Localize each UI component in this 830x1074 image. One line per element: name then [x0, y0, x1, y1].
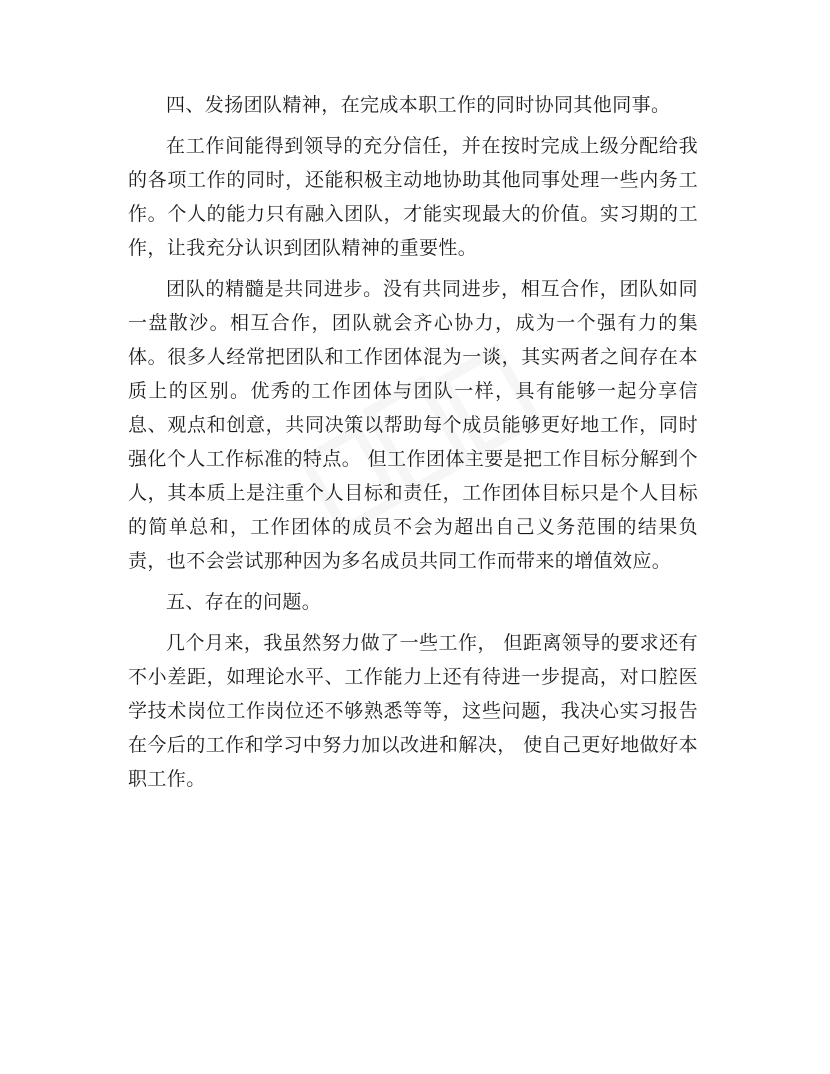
paragraph-team-essence: 团队的精髓是共同进步。没有共同进步，相互合作，团队如同一盘散沙。相互合作，团队就会齐心协力，成为一个强有力的集体。很多人经常把团队和工作团体混为一谈，其实两者之间存在本质上的区别。优秀的工作团体与团队一样，具有能够一起分享信息、观点和创意，共同决策以帮助每个成员能够更好地工作，同时强化个人工作标准的特点。 但工作团体主要是把工作目标分解到个人，其本质上是注重个人目标和责任，工作团体目标只是个人目标的简单总和，工作团体的成员不会为超出自己义务范围的结果负责，也不会尝试那种因为多名成员共同工作而带来的增值效应。	[128, 278, 698, 572]
section-heading-five: 五、存在的问题。	[166, 591, 322, 613]
section-heading-four: 四、发扬团队精神，在完成本职工作的同时协同其他同事。	[166, 94, 671, 116]
paragraph-team-trust: 在工作间能得到领导的充分信任，并在按时完成上级分配给我的各项工作的同时，还能积极主动地协助其他同事处理一些内务工作。个人的能力只有融入团队，才能实现最大的价值。实习期的工作，让我充分认识到团队精神的重要性。	[128, 135, 698, 259]
document-body	[128, 88, 698, 803]
paragraph-existing-problems: 几个月来，我虽然努力做了一些工作， 但距离领导的要求还有不小差距，如理论水平、工作能力上还有待进一步提高，对口腔医学技术岗位工作岗位还不够熟悉等等，这些问题，我决心实习报告在今后的工作和学习中努力加以改进和解决， 使自己更好地做好本职工作。	[128, 632, 698, 790]
